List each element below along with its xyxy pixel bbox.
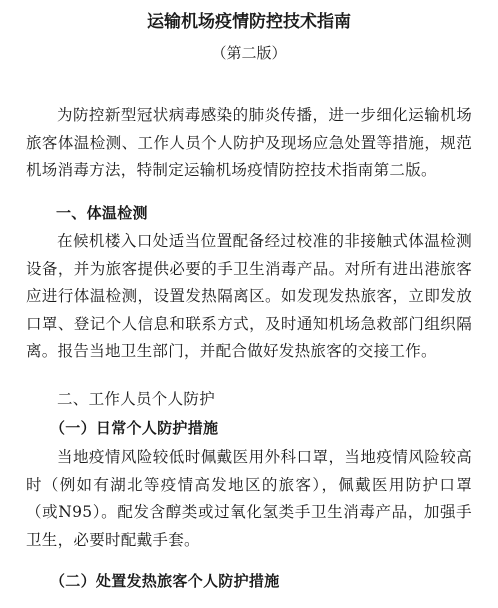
intro-paragraph: 为防控新型冠状病毒感染的肺炎传播，进一步细化运输机场旅客体温检测、工作人员个人防护及现场应急处置等措施，规范机场消毒方法，特制定运输机场疫情防控技术指南第二版。 [26, 106, 472, 179]
temperature-paragraph: 在候机楼入口处适当位置配备经过校准的非接触式体温检测设备，并为旅客提供必要的手卫生消毒产品。对所有进出港旅客应进行体温检测，设置发热隔离区。如发现发热旅客，立即发放口罩、登记个人信息和联系方式，及时通知机场急救部门组织隔离。报告当地卫生部门，并配合做好发热旅客的交接工作。 [26, 232, 472, 360]
document-title: 运输机场疫情防控技术指南 [147, 12, 351, 32]
document-subtitle: （第二版） [211, 44, 287, 62]
subheading-fever-handling: （二）处置发热旅客个人防护措施 [50, 572, 280, 590]
section-heading-staff-protection: 二、工作人员个人防护 [57, 390, 216, 408]
daily-protection-paragraph: 当地疫情风险较低时佩戴医用外科口罩，当地疫情风险较高时（例如有湖北等疫情高发地区的旅客），佩戴医用防护口罩（或N95）。配发含醇类或过氧化氢类手卫生消毒产品，加强手卫生，必要时配戴手套。 [26, 448, 472, 549]
subheading-daily-protection: （一）日常个人防护措施 [50, 419, 219, 437]
section-heading-temperature: 一、体温检测 [56, 204, 148, 222]
